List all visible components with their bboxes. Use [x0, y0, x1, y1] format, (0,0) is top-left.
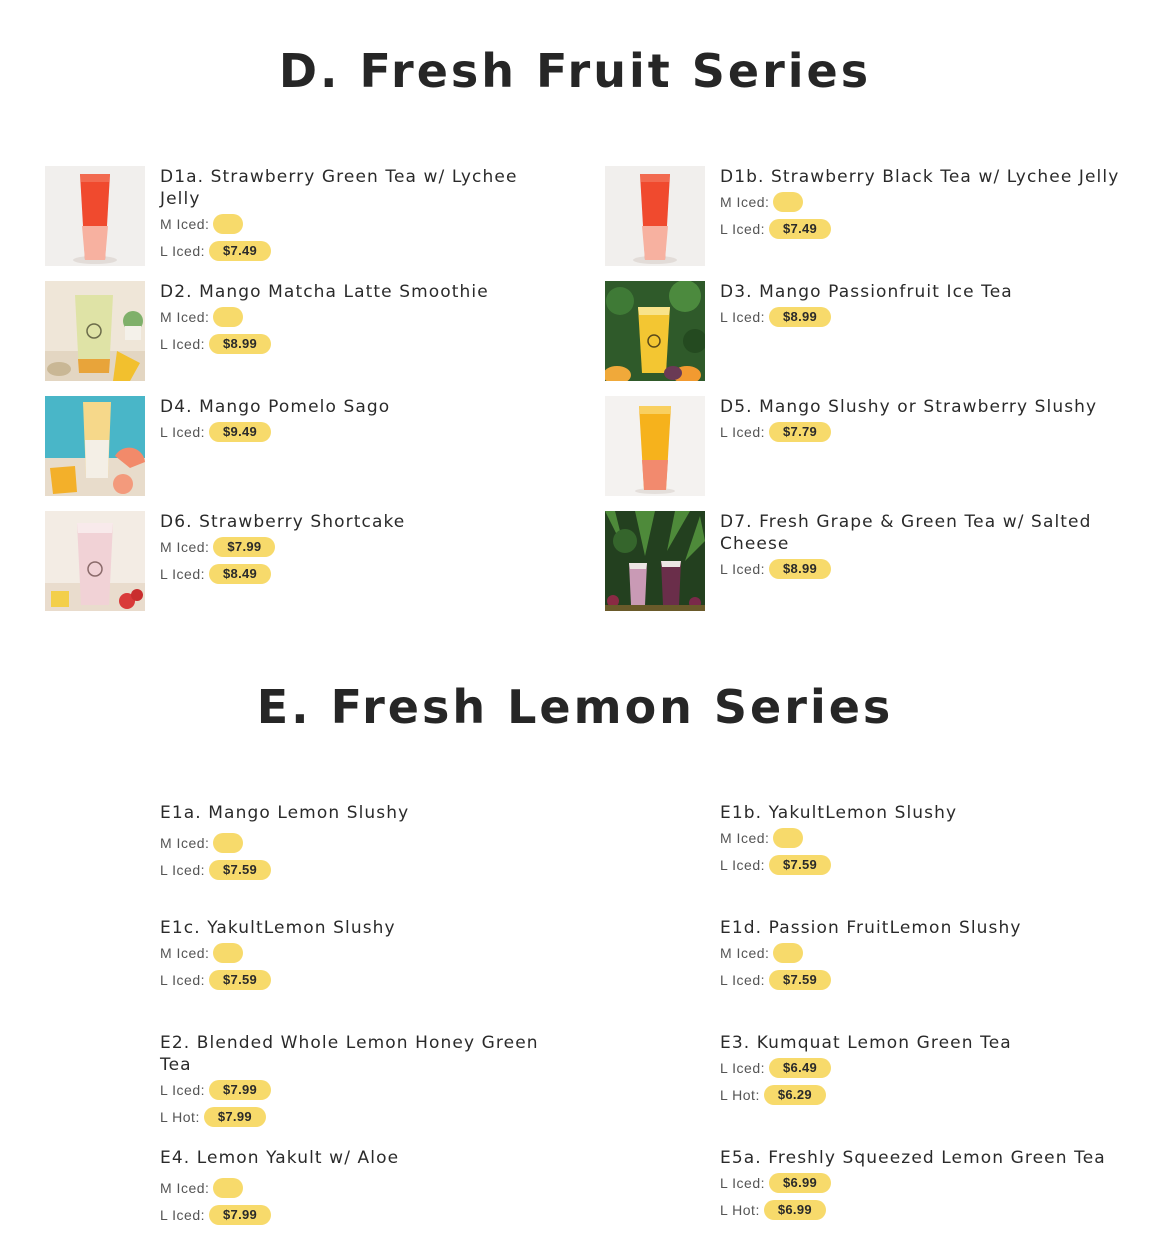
price-pill [213, 214, 243, 234]
price-pill: $7.49 [209, 241, 271, 261]
price-row-m-iced: M Iced: $7.99 [160, 533, 540, 560]
item-name: E2. Blended Whole Lemon Honey Green Tea [160, 1033, 539, 1075]
price-row-l-hot: L Hot: $6.99 [720, 1196, 1130, 1223]
strawberry-tea-photo [605, 166, 705, 266]
price-row-l-iced: L Iced: $7.59 [720, 851, 1120, 878]
price-row-l-iced: L Iced: $8.49 [160, 560, 540, 587]
price-row-m-iced: M Iced: [160, 829, 550, 856]
price-row-l-iced: L Iced: $6.99 [720, 1169, 1130, 1196]
price-row-m-iced: M Iced: [720, 939, 1120, 966]
item-name: D5. Mango Slushy or Strawberry Slushy [720, 397, 1098, 417]
price-pill: $6.49 [769, 1058, 831, 1078]
price-pill: $8.99 [769, 559, 831, 579]
price-pill: $9.49 [209, 422, 271, 442]
price-row-l-hot: L Hot: $6.29 [720, 1081, 1120, 1108]
price-pill: $7.99 [213, 537, 275, 557]
price-pill: $7.49 [769, 219, 831, 239]
price-row-m-iced: M Iced: [160, 1174, 550, 1201]
price-row-l-iced: L Iced: $7.59 [160, 856, 550, 883]
price-pill: $8.99 [769, 307, 831, 327]
price-pill: $7.99 [209, 1080, 271, 1100]
price-pill [773, 943, 803, 963]
price-pill: $6.29 [764, 1085, 826, 1105]
price-pill [213, 833, 243, 853]
price-row-l-iced: L Iced: $7.99 [160, 1201, 550, 1228]
grape-tea-photo [605, 511, 705, 611]
price-pill: $7.79 [769, 422, 831, 442]
price-row-m-iced: M Iced: [160, 303, 540, 330]
price-row-l-iced: L Iced: $9.49 [160, 418, 540, 445]
price-row-l-iced: L Iced: $8.99 [160, 330, 540, 357]
item-name: D6. Strawberry Shortcake [160, 512, 406, 532]
price-row-l-iced: L Iced: $7.79 [720, 418, 1140, 445]
price-row-m-iced: M Iced: [160, 210, 540, 237]
price-pill [213, 943, 243, 963]
price-pill: $7.59 [769, 970, 831, 990]
price-pill [213, 307, 243, 327]
strawberry-tea-photo [45, 166, 145, 266]
price-pill [213, 1178, 243, 1198]
price-row-m-iced: M Iced: [720, 824, 1120, 851]
item-name: D1b. Strawberry Black Tea w/ Lychee Jelly [720, 167, 1120, 187]
price-row-l-iced: L Iced: $7.59 [720, 966, 1120, 993]
mango-matcha-photo [45, 281, 145, 381]
item-name: E1c. YakultLemon Slushy [160, 918, 396, 938]
price-row-m-iced: M Iced: [720, 188, 1140, 215]
price-row-l-hot: L Hot: $7.99 [160, 1103, 550, 1130]
price-pill: $8.99 [209, 334, 271, 354]
section-title-fresh-lemon: E. Fresh Lemon Series [256, 680, 894, 734]
price-pill: $6.99 [769, 1173, 831, 1193]
item-name: E4. Lemon Yakult w/ Aloe [160, 1148, 400, 1168]
item-name: D2. Mango Matcha Latte Smoothie [160, 282, 489, 302]
price-row-l-iced: L Iced: $7.99 [160, 1076, 550, 1103]
price-pill: $6.99 [764, 1200, 826, 1220]
price-pill: $7.99 [209, 1205, 271, 1225]
mango-pomelo-photo [45, 396, 145, 496]
price-pill: $8.49 [209, 564, 271, 584]
price-row-l-iced: L Iced: $7.59 [160, 966, 550, 993]
price-row-l-iced: L Iced: $7.49 [720, 215, 1140, 242]
price-pill [773, 192, 803, 212]
item-name: E5a. Freshly Squeezed Lemon Green Tea [720, 1148, 1106, 1168]
mango-slushy-photo [605, 396, 705, 496]
item-name: D3. Mango Passionfruit Ice Tea [720, 282, 1013, 302]
item-name: E3. Kumquat Lemon Green Tea [720, 1033, 1012, 1053]
price-row-l-iced: L Iced: $7.49 [160, 237, 540, 264]
item-name: D7. Fresh Grape & Green Tea w/ Salted Cheese [720, 512, 1092, 554]
item-name: E1d. Passion FruitLemon Slushy [720, 918, 1022, 938]
item-name: E1a. Mango Lemon Slushy [160, 803, 410, 823]
section-title-fresh-fruit: D. Fresh Fruit Series [278, 44, 872, 98]
price-pill: $7.99 [204, 1107, 266, 1127]
price-pill: $7.59 [209, 970, 271, 990]
price-pill [773, 828, 803, 848]
mango-passionfruit-photo [605, 281, 705, 381]
item-name: D4. Mango Pomelo Sago [160, 397, 391, 417]
price-pill: $7.59 [769, 855, 831, 875]
price-row-l-iced: L Iced: $6.49 [720, 1054, 1120, 1081]
price-pill: $7.59 [209, 860, 271, 880]
price-row-l-iced: L Iced: $8.99 [720, 303, 1140, 330]
price-row-l-iced: L Iced: $8.99 [720, 555, 1120, 582]
price-row-m-iced: M Iced: [160, 939, 550, 966]
item-name: E1b. YakultLemon Slushy [720, 803, 958, 823]
item-name: D1a. Strawberry Green Tea w/ Lychee Jelly [160, 167, 518, 209]
strawberry-shortcake-photo [45, 511, 145, 611]
